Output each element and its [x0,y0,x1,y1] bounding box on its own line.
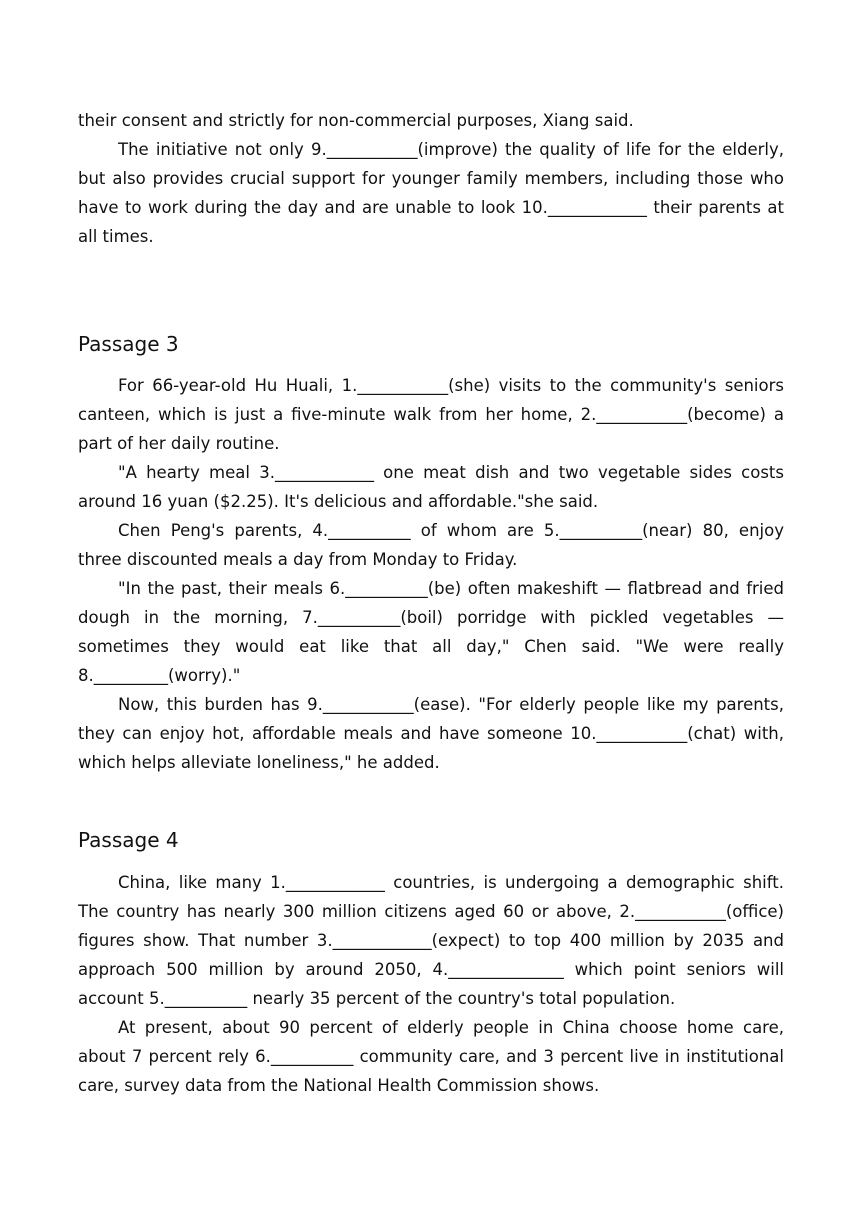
passage-3-paragraph-1: For 66-year-old Hu Huali, 1.___________(she) visits to the community's seniors canteen, which is just a five-minute walk from her home, 2.___________(become) a part of her daily routine. [78,376,784,453]
passage-3-paragraph-3: Chen Peng's parents, 4.__________ of whom are 5.__________(near) 80, enjoy three discounted meals a day from Monday to Friday. [78,521,784,569]
previous-passage-continuation [78,106,784,251]
passage-4-paragraph-1: China, like many 1.____________ countries, is undergoing a demographic shift. The country has nearly 300 million citizens aged 60 or above, 2.___________(office) figures show. That number 3.____________(expect) to top 400 million by 2035 and approach 500 million by around 2050, 4.______________ which point seniors will account 5.__________ nearly 35 percent of the country's total population. [78,873,784,1008]
passage-3-title: Passage 3 [78,332,179,356]
passage-4-paragraph-2: At present, about 90 percent of elderly people in China choose home care, about 7 percent rely 6.__________ community care, and 3 percent live in institutional care, survey data from the National Health Commission shows. [78,1018,784,1095]
paragraph-continuation: their consent and strictly for non-commercial purposes, Xiang said. [78,111,634,130]
passage-3-paragraph-2: "A hearty meal 3.____________ one meat dish and two vegetable sides costs around 16 yuan ($2.25). It's delicious and affordable."she said. [78,463,784,511]
passage-3-paragraph-4: "In the past, their meals 6.__________(be) often makeshift — flatbread and fried dough in the morning, 7.__________(boil) porridge with pickled vegetables — sometimes they would eat like that all day," Chen said. "We were really 8._________(worry)." [78,579,784,685]
passage-4-title: Passage 4 [78,828,179,852]
passage-3-paragraph-5: Now, this burden has 9.___________(ease). "For elderly people like my parents, they can enjoy hot, affordable meals and have someone 10.___________(chat) with, which helps alleviate loneliness," he added. [78,695,784,772]
paragraph-initiative: The initiative not only 9.___________(improve) the quality of life for the elderly, but also provides crucial support for younger family members, including those who have to work during the day and are unable to look 10.____________ their parents at all times. [78,140,784,246]
passage-4-body [78,868,784,1100]
passage-3-body [78,371,784,777]
